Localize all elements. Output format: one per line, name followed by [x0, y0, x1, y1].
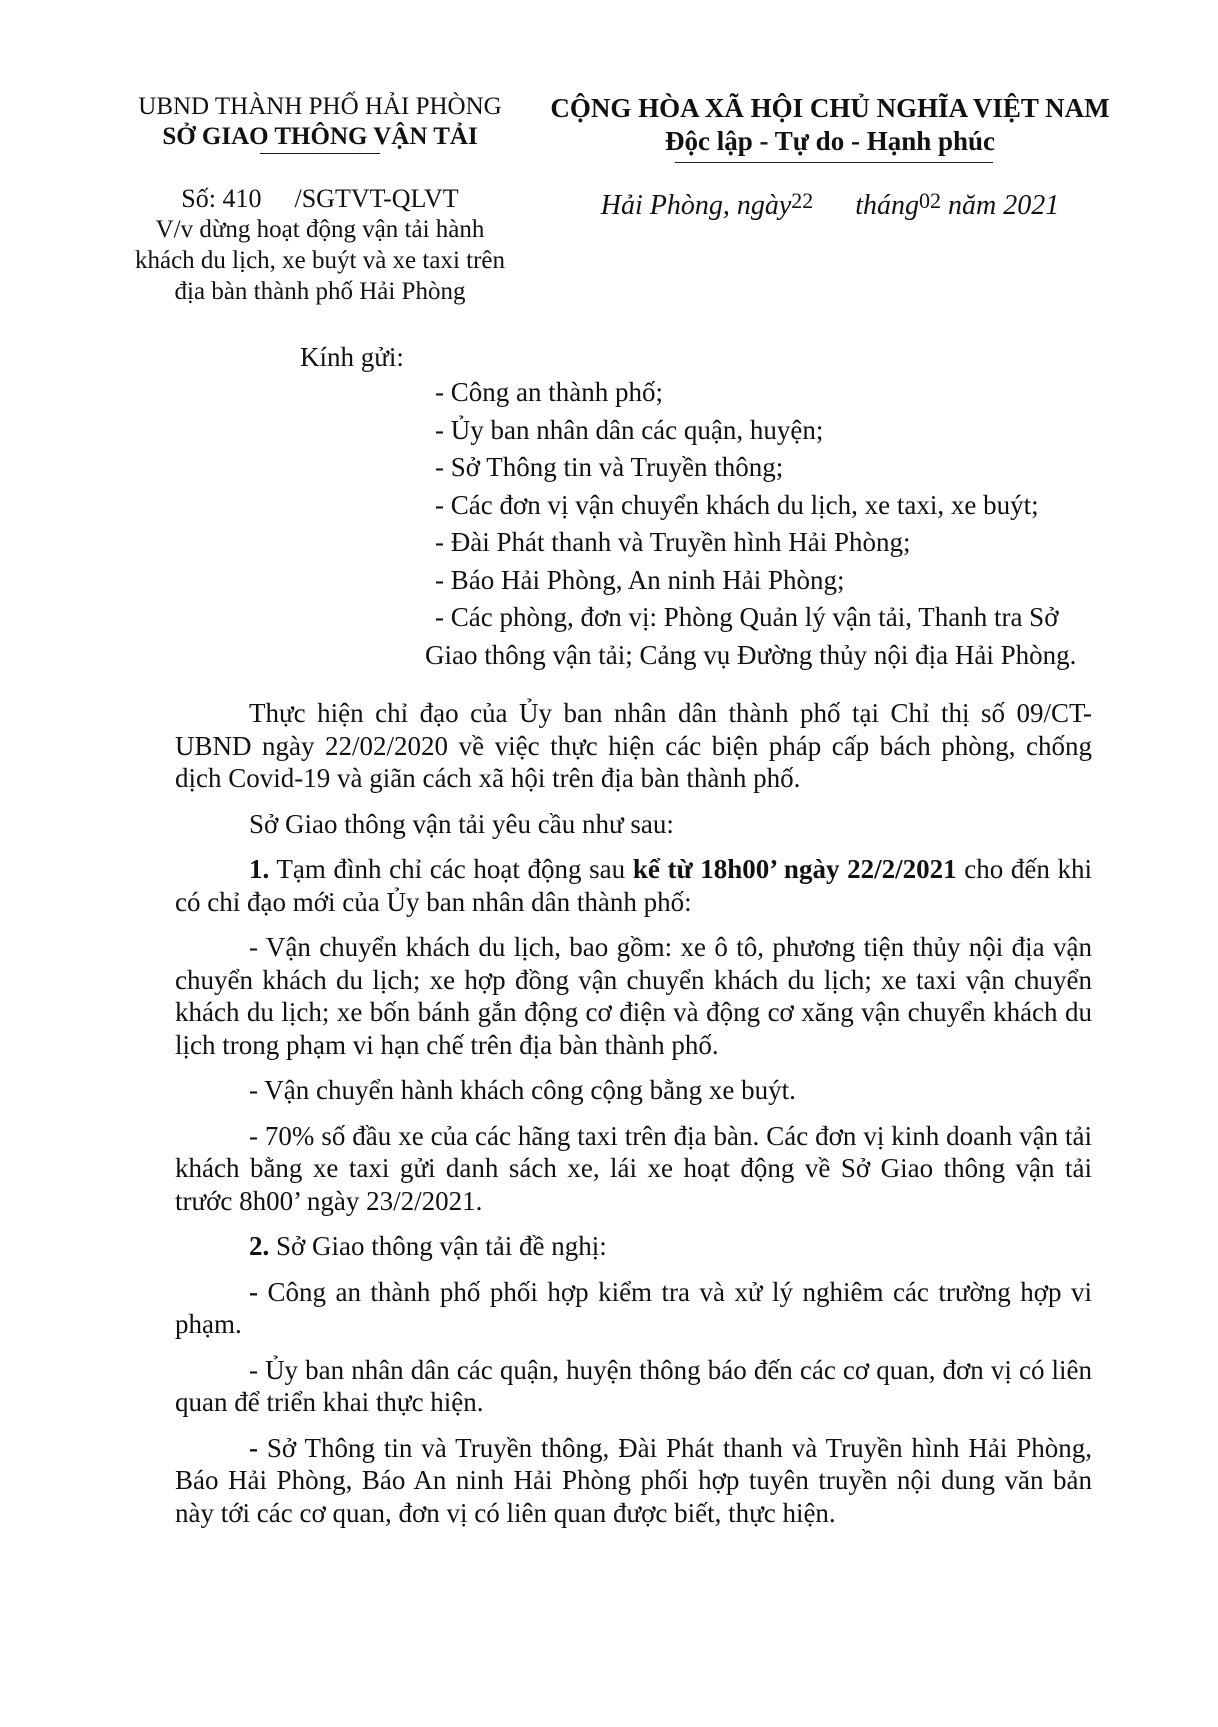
item-2c-text: Sở Thông tin và Truyền thông, Đài Phát thanh và Truyền hình Hải Phòng, Báo Hải Phòng, Báo An ninh Hải Phòng phối hợp tuyên truyền nội dung văn bản này tới các cơ quan, đơn vị có liên quan được biết, thực hiện.: [175, 1432, 1092, 1528]
issue-date: [550, 190, 1110, 222]
item-1b: - Vận chuyển hành khách công cộng bằng xe buýt.: [249, 1075, 796, 1105]
recipient-item: - Đài Phát thanh và Truyền hình Hải Phòng;: [435, 527, 911, 557]
recipient-list: [425, 374, 1135, 674]
recipient-item: - Các đơn vị vận chuyển khách du lịch, xe taxi, xe buýt;: [435, 489, 1039, 520]
item-1-deadline: kể từ 18h00’ ngày 22/2/2021: [632, 854, 957, 884]
recipient-item: - Báo Hải Phòng, An ninh Hải Phòng;: [435, 564, 845, 595]
item-2-text: Sở Giao thông vận tải đề nghị:: [276, 1231, 607, 1261]
item-2a-text: Công an thành phố phối hợp kiểm tra và xử lý nghiêm các trường hợp vi phạm.: [175, 1276, 1093, 1339]
document-subject: [130, 214, 510, 307]
item-1: [175, 853, 1092, 918]
item-1-number: 1.: [249, 854, 270, 884]
item-2b: - Ủy ban nhân dân các quận, huyện thông báo đến các cơ quan, đơn vị có liên quan để triển khai thực hiện.: [175, 1354, 1092, 1417]
greeting: Kính gửi:: [300, 342, 404, 372]
number-value: 410: [222, 184, 262, 213]
date-year: năm 2021: [948, 190, 1060, 221]
item-2: [175, 1230, 1092, 1263]
document-body: [175, 697, 1092, 1542]
item-2a: - Công an thành phố phối hợp kiểm tra và xử lý nghiêm các trường hợp vi phạm.: [175, 1276, 1093, 1339]
parent-authority: UBND THÀNH PHỐ HẢI PHÒNG: [138, 93, 502, 120]
date-place: Hải Phòng, ngày: [600, 190, 792, 221]
subject-line: V/v dừng hoạt động vận tải hành: [155, 216, 485, 243]
national-motto: [550, 92, 1110, 158]
issuing-authority: [130, 92, 510, 152]
recipient-continuation: Giao thông vận tải; Cảng vụ Đường thủy nội địa Hải Phòng.: [425, 639, 1077, 670]
intro-paragraph: Thực hiện chỉ đạo của Ủy ban nhân dân thành phố tại Chỉ thị số 09/CT-UBND ngày 22/02/2020 về việc thực hiện các biện pháp cấp bách phòng, chống dịch Covid-19 và giãn cách xã hội trên địa bàn thành phố.: [175, 698, 1092, 793]
motto: Độc lập - Tự do - Hạnh phúc: [664, 126, 996, 156]
request-paragraph: Sở Giao thông vận tải yêu cầu như sau:: [249, 808, 674, 839]
recipient-item: - Ủy ban nhân dân các quận, huyện;: [435, 414, 824, 445]
date-month-label: tháng: [855, 190, 920, 221]
item-1-post: cho đến khi có chỉ đạo mới của Ủy ban nhân dân thành phố:: [175, 854, 1093, 917]
document-number: [130, 184, 510, 214]
right-header-underline: [675, 162, 993, 163]
subject-line: khách du lịch, xe buýt và xe taxi trên: [134, 247, 506, 274]
date-day: 22: [791, 188, 814, 213]
subject-line: địa bàn thành phố Hải Phòng: [174, 278, 466, 305]
item-1a: - Vận chuyển khách du lịch, bao gồm: xe ô tô, phương tiện thủy nội địa vận chuyển khách du lịch; xe hợp đồng vận chuyển khách du lịch; xe taxi vận chuyển khách du lịch; xe bốn bánh gắn động cơ điện và động cơ xăng vận chuyển khách du lịch trong phạm vi hạn chế trên địa bàn thành phố.: [175, 932, 1092, 1060]
item-1-pre: Tạm đình chỉ các hoạt động sau: [276, 854, 626, 884]
left-header-underline: [260, 153, 380, 154]
recipient-item: - Sở Thông tin và Truyền thông;: [435, 452, 784, 482]
recipient-item: - Công an thành phố;: [435, 377, 663, 407]
country-name: CỘNG HÒA XÃ HỘI CHỦ NGHĨA VIỆT NAM: [550, 93, 1110, 123]
number-suffix: /SGTVT-QLVT: [294, 184, 459, 213]
recipient-item: - Các phòng, đơn vị: Phòng Quản lý vận tải, Thanh tra Sở: [435, 602, 1059, 632]
date-month: 02: [919, 188, 942, 213]
department-name: SỞ GIAO THÔNG VẬN TẢI: [162, 123, 478, 150]
item-2-number: 2.: [249, 1231, 270, 1261]
item-2c: - Sở Thông tin và Truyền thông, Đài Phát thanh và Truyền hình Hải Phòng, Báo Hải Phòng, Báo An ninh Hải Phòng phối hợp tuyên truyền nội dung văn bản này tới các cơ quan, đơn vị có liên quan được biết, thực hiện.: [175, 1432, 1092, 1528]
item-1c: - 70% số đầu xe của các hãng taxi trên địa bàn. Các đơn vị kinh doanh vận tải khách bằng xe taxi gửi danh sách xe, lái xe hoạt động về Sở Giao thông vận tải trước 8h00’ ngày 23/2/2021.: [175, 1120, 1092, 1216]
number-label: Số:: [181, 184, 216, 213]
